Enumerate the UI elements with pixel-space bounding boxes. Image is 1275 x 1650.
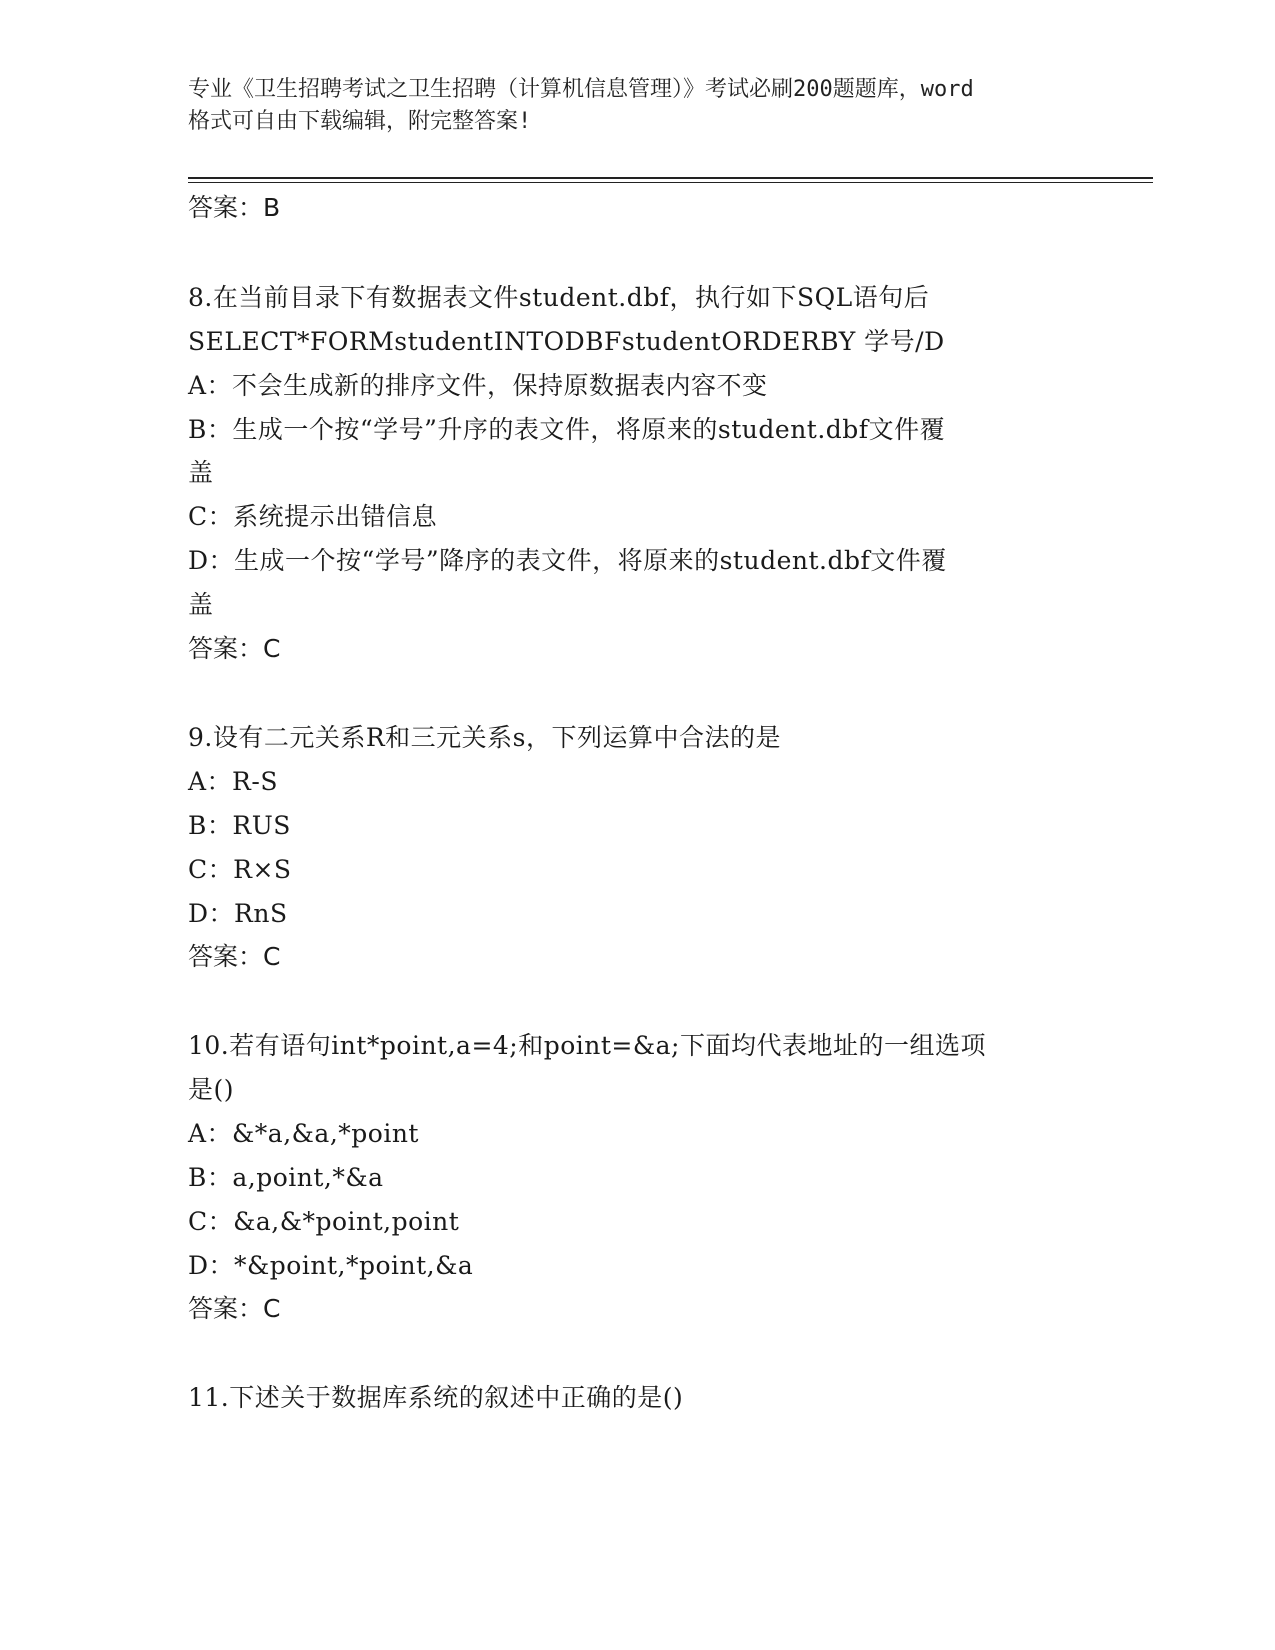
q10-option-b: B：a,point,*&a bbox=[188, 1163, 384, 1192]
header-line-1: 专业《卫生招聘考试之卫生招聘（计算机信息管理）》考试必刷200题题库，word bbox=[188, 77, 974, 102]
q10-option-d: D：*&point,*point,&a bbox=[188, 1251, 474, 1280]
header-divider-thin bbox=[188, 182, 1153, 183]
header-line-2: 格式可自由下载编辑，附完整答案! bbox=[188, 109, 532, 134]
q9-option-a: A：R-S bbox=[188, 767, 278, 796]
q8-stem-line-1: 8.在当前目录下有数据表文件student.dbf，执行如下SQL语句后 bbox=[188, 283, 930, 312]
q10-stem-line-2: 是() bbox=[188, 1075, 235, 1104]
header-divider-thick bbox=[188, 177, 1153, 179]
q10-stem-line-1: 10.若有语句int*point,a=4;和point=&a;下面均代表地址的一组选项 bbox=[188, 1031, 986, 1060]
q8-stem-line-2: SELECT*FORMstudentINTODBFstudentORDERBY 学号/D bbox=[188, 327, 945, 356]
q10-option-c: C：&a,&*point,point bbox=[188, 1207, 460, 1236]
q11-stem: 11.下述关于数据库系统的叙述中正确的是() bbox=[188, 1383, 684, 1412]
q8-option-d-line-2: 盖 bbox=[188, 590, 214, 619]
q8-option-c: C：系统提示出错信息 bbox=[188, 502, 438, 531]
document-header bbox=[188, 74, 1088, 138]
q9-option-b: B：RUS bbox=[188, 811, 291, 840]
q9-option-d: D：RnS bbox=[188, 899, 288, 928]
q10-option-a: A：&*a,&a,*point bbox=[188, 1119, 419, 1148]
q10-answer: 答案：C bbox=[188, 1294, 281, 1323]
q8-answer: 答案：C bbox=[188, 634, 281, 663]
q9-option-c: C：R×S bbox=[188, 855, 292, 884]
q8-option-d-line-1: D：生成一个按“学号”降序的表文件，将原来的student.dbf文件覆 bbox=[188, 546, 947, 575]
q9-stem: 9.设有二元关系R和三元关系s，下列运算中合法的是 bbox=[188, 723, 782, 752]
previous-answer: 答案：B bbox=[188, 193, 281, 222]
q9-answer: 答案：C bbox=[188, 942, 281, 971]
q8-option-b-line-1: B：生成一个按“学号”升序的表文件，将原来的student.dbf文件覆 bbox=[188, 415, 946, 444]
q8-option-a: A：不会生成新的排序文件，保持原数据表内容不变 bbox=[188, 371, 768, 400]
q8-option-b-line-2: 盖 bbox=[188, 458, 214, 487]
